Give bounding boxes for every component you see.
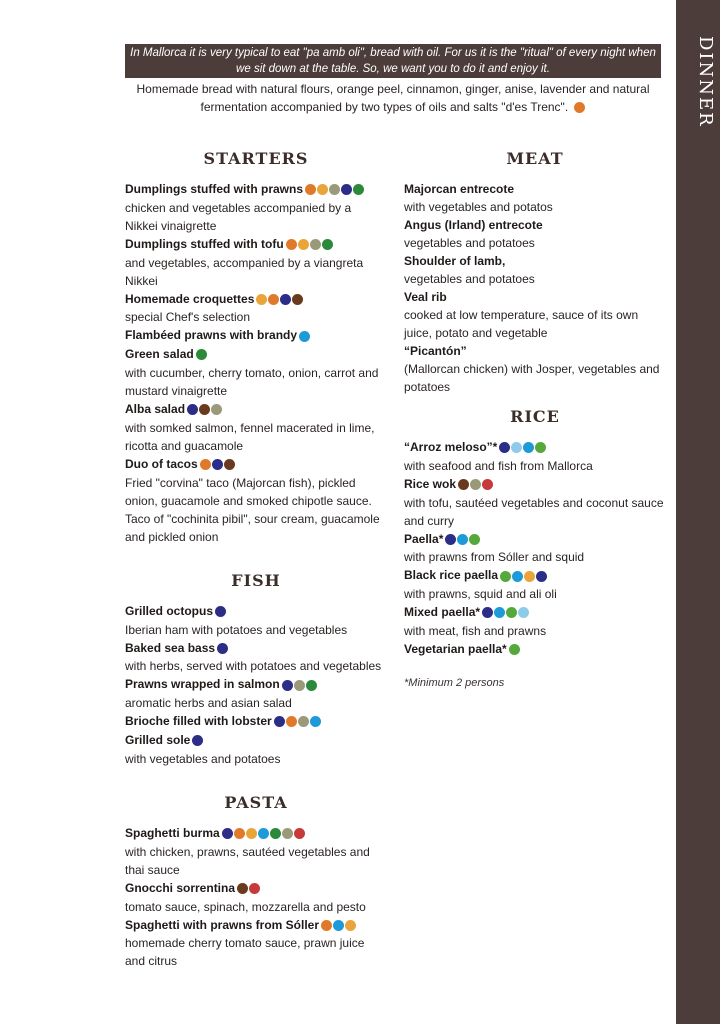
- item-name: [125, 290, 387, 309]
- soy-allergen-icon: [237, 883, 248, 894]
- menu-item: [404, 180, 666, 216]
- sulfite-allergen-icon: [518, 607, 529, 618]
- item-description: tomato sauce, spinach, mozzarella and pesto: [125, 899, 366, 914]
- item-name: [404, 640, 666, 659]
- celery-allergen-icon: [500, 571, 511, 582]
- fish-allergen-icon: [341, 184, 352, 195]
- section-title: MEAT: [506, 149, 564, 168]
- item-name: [125, 712, 387, 731]
- intro-allergen-icons: [574, 99, 586, 117]
- allergen-icons: [458, 476, 494, 494]
- allergen-icons: [282, 676, 318, 694]
- egg-allergen-icon: [353, 184, 364, 195]
- item-name-text: Brioche filled with lobster: [125, 714, 272, 729]
- item-description: homemade cherry tomato sauce, prawn juice and citrus: [125, 936, 365, 969]
- nuts-allergen-icon: [294, 680, 305, 691]
- item-name: [404, 475, 666, 494]
- item-name-text: Majorcan entrecote: [404, 182, 515, 196]
- item-description: with somked salmon, fennel macerated in lime, ricotta and guacamole: [125, 420, 375, 453]
- crustacean-allergen-icon: [524, 571, 535, 582]
- item-name-text: Shoulder of lamb,: [404, 254, 506, 268]
- section-pasta: [125, 790, 387, 970]
- item-description: with vegetables and potatoes: [125, 751, 281, 766]
- allergen-icons: [445, 530, 481, 548]
- menu-item: [125, 675, 387, 712]
- sulfite-allergen-icon: [511, 442, 522, 453]
- item-name-text: “Arroz meloso”*: [404, 440, 498, 454]
- section-rice: [404, 404, 666, 689]
- fish-allergen-icon: [217, 643, 228, 654]
- allergen-icons: [215, 603, 227, 621]
- nuts-allergen-icon: [282, 828, 293, 839]
- item-name-text: Gnocchi sorrentina: [125, 880, 236, 895]
- crustacean-allergen-icon: [246, 828, 257, 839]
- nuts-allergen-icon: [470, 479, 481, 490]
- item-name-text: Dumplings stuffed with prawns: [125, 182, 304, 196]
- intro-text: [125, 80, 661, 117]
- menu-item: [404, 566, 666, 603]
- allergen-icons: [256, 290, 304, 308]
- nuts-allergen-icon: [310, 239, 321, 250]
- section-title: FISH: [231, 570, 281, 590]
- allergen-icons: [299, 327, 311, 345]
- fish-allergen-icon: [215, 606, 226, 617]
- dairy-allergen-icon: [294, 828, 305, 839]
- item-name-text: Rice wok: [404, 476, 457, 491]
- item-description: with meat, fish and prawns: [404, 624, 547, 639]
- item-name: [125, 235, 387, 254]
- menu-item: [125, 400, 387, 455]
- fish-allergen-icon: [222, 828, 233, 839]
- menu-item: [125, 180, 387, 235]
- allergen-icons: [222, 825, 306, 843]
- section-fish: [125, 568, 387, 768]
- crustacean-allergen-icon: [298, 239, 309, 250]
- item-name-text: Duo of tacos: [125, 456, 198, 471]
- menu-item: [404, 438, 666, 475]
- menu-item: [125, 824, 387, 879]
- menu-item: [404, 216, 666, 252]
- celery-allergen-icon: [509, 644, 520, 655]
- egg-allergen-icon: [322, 239, 333, 250]
- soy-allergen-icon: [458, 479, 469, 490]
- allergen-icons: [217, 639, 229, 657]
- item-name: [125, 639, 387, 658]
- soy-allergen-icon: [199, 404, 210, 415]
- item-name-text: Spaghetti with prawns from Sóller: [125, 917, 320, 932]
- fish-allergen-icon: [482, 607, 493, 618]
- allergen-icons: [237, 880, 261, 898]
- dairy-allergen-icon: [249, 883, 260, 894]
- item-name-text: Green salad: [125, 347, 194, 362]
- fish-allergen-icon: [280, 294, 291, 305]
- mollusc-allergen-icon: [258, 828, 269, 839]
- allergen-icons: [305, 181, 365, 199]
- item-name: [404, 438, 666, 457]
- soy-allergen-icon: [224, 459, 235, 470]
- allergen-icons: [187, 401, 223, 419]
- item-name: [125, 455, 387, 474]
- item-name: [125, 916, 387, 935]
- allergen-icons: [286, 236, 334, 254]
- egg-allergen-icon: [196, 349, 207, 360]
- fish-allergen-icon: [445, 534, 456, 545]
- item-name: [125, 326, 387, 345]
- section-meat: [404, 146, 666, 396]
- crustacean-allergen-icon: [345, 920, 356, 931]
- menu-item: [125, 916, 387, 971]
- nuts-allergen-icon: [298, 716, 309, 727]
- nuts-allergen-icon: [211, 404, 222, 415]
- gluten-allergen-icon: [574, 102, 585, 113]
- item-name-text: Alba salad: [125, 402, 186, 417]
- mollusc-allergen-icon: [457, 534, 468, 545]
- mollusc-allergen-icon: [494, 607, 505, 618]
- item-description: with tofu, sautéed vegetables and coconut sauce and curry: [404, 495, 664, 528]
- item-name: [404, 180, 666, 198]
- item-name: [404, 252, 666, 270]
- mollusc-allergen-icon: [310, 716, 321, 727]
- gluten-allergen-icon: [305, 184, 316, 195]
- fish-allergen-icon: [212, 459, 223, 470]
- allergen-icons: [192, 732, 204, 750]
- gluten-allergen-icon: [321, 920, 332, 931]
- item-description: vegetables and potatoes: [404, 236, 535, 250]
- right-column: [404, 146, 666, 689]
- section-title: STARTERS: [203, 149, 309, 168]
- celery-allergen-icon: [506, 607, 517, 618]
- gluten-allergen-icon: [286, 239, 297, 250]
- mollusc-allergen-icon: [523, 442, 534, 453]
- item-name: [125, 824, 387, 843]
- item-name-text: Mixed paella*: [404, 605, 481, 620]
- fish-allergen-icon: [282, 680, 293, 691]
- egg-allergen-icon: [270, 828, 281, 839]
- item-name-text: Prawns wrapped in salmon: [125, 677, 280, 692]
- item-name-text: Homemade croquettes: [125, 291, 255, 306]
- menu-item: [404, 530, 666, 567]
- gluten-allergen-icon: [200, 459, 211, 470]
- item-name: [404, 603, 666, 622]
- celery-allergen-icon: [469, 534, 480, 545]
- menu-item: [125, 235, 387, 290]
- item-name-text: Paella*: [404, 531, 444, 546]
- menu-item: [125, 290, 387, 327]
- item-description: chicken and vegetables accompanied by a Nikkei vinaigrette: [125, 200, 352, 233]
- item-name: [125, 345, 387, 364]
- allergen-icons: [500, 567, 548, 585]
- item-description: with herbs, served with potatoes and vegetables: [125, 659, 382, 674]
- section-starters: [125, 146, 387, 546]
- section-title: PASTA: [224, 792, 288, 812]
- item-name: [404, 216, 666, 234]
- fish-allergen-icon: [187, 404, 198, 415]
- intro-text-body: Homemade bread with natural flours, orange peel, cinnamon, ginger, anise, lavender and natural fermentation accompanied by two types of oils and salts "d'es Trenc".: [136, 82, 650, 114]
- item-description: and vegetables, accompanied by a viangreta Nikkei: [125, 255, 364, 288]
- item-name: [125, 731, 387, 750]
- item-name: [404, 530, 666, 549]
- fish-allergen-icon: [536, 571, 547, 582]
- allergen-icons: [196, 346, 208, 364]
- item-name-text: Vegetarian paella*: [404, 642, 507, 657]
- item-description: with prawns, squid and ali oli: [404, 587, 557, 602]
- menu-item: [404, 342, 666, 396]
- item-name-text: Grilled sole: [125, 733, 191, 748]
- intro-highlight: In Mallorca it is very typical to eat "pa amb oli", bread with oil. For us it is the "ritual" of every night when we sit down at the table. So, we want you to do it and enjoy it.: [125, 44, 661, 78]
- menu-item: [125, 639, 387, 676]
- item-name: [125, 602, 387, 621]
- item-name: [404, 288, 666, 306]
- dairy-allergen-icon: [482, 479, 493, 490]
- crustacean-allergen-icon: [256, 294, 267, 305]
- allergen-icons: [274, 713, 322, 731]
- mollusc-allergen-icon: [299, 331, 310, 342]
- item-description: special Chef's selection: [125, 310, 251, 325]
- menu-item: [125, 879, 387, 916]
- menu-item: [404, 288, 666, 342]
- fish-allergen-icon: [192, 735, 203, 746]
- item-name-text: Black rice paella: [404, 568, 499, 583]
- menu-item: [125, 345, 387, 400]
- menu-item: [404, 640, 666, 659]
- minimum-note: *Minimum 2 persons: [404, 676, 505, 689]
- item-name-text: Grilled octopus: [125, 603, 214, 618]
- menu-item: [125, 731, 387, 768]
- mollusc-allergen-icon: [333, 920, 344, 931]
- menu-item: [404, 252, 666, 288]
- allergen-icons: [321, 916, 357, 934]
- item-name-text: Angus (Irland) entrecote: [404, 218, 543, 232]
- allergen-icons: [509, 641, 521, 659]
- egg-allergen-icon: [306, 680, 317, 691]
- gluten-allergen-icon: [286, 716, 297, 727]
- item-description: with cucumber, cherry tomato, onion, carrot and mustard vinaigrette: [125, 366, 379, 399]
- allergen-icons: [482, 604, 530, 622]
- menu-item: [125, 602, 387, 639]
- nuts-allergen-icon: [329, 184, 340, 195]
- item-description: (Mallorcan chicken) with Josper, vegetables and potatoes: [404, 362, 660, 394]
- item-description: with prawns from Sóller and squid: [404, 550, 585, 565]
- item-description: aromatic herbs and asian salad: [125, 696, 292, 711]
- section-title: RICE: [510, 407, 560, 426]
- item-name-text: Spaghetti burma: [125, 825, 220, 840]
- soy-allergen-icon: [292, 294, 303, 305]
- item-name-text: Dumplings stuffed with tofu: [125, 236, 284, 251]
- item-name-text: Flambéed prawns with brandy: [125, 328, 298, 343]
- item-description: with seafood and fish from Mallorca: [404, 458, 593, 473]
- crustacean-allergen-icon: [317, 184, 328, 195]
- gluten-allergen-icon: [234, 828, 245, 839]
- mollusc-allergen-icon: [512, 571, 523, 582]
- item-name-text: Veal rib: [404, 290, 447, 304]
- celery-allergen-icon: [535, 442, 546, 453]
- item-description: Fried "corvina" taco (Majorcan fish), pickled onion, guacamole and smoked chipotle sauce. Taco of "cochinita pibil", sour cream, guacamole and pickled onion: [125, 475, 380, 544]
- item-description: cooked at low temperature, sauce of its own juice, potato and vegetable: [404, 308, 639, 340]
- menu-item: [404, 603, 666, 640]
- menu-item: [404, 475, 666, 530]
- page-title: DINNER: [695, 36, 716, 128]
- allergen-icons: [499, 439, 547, 457]
- item-name: [125, 879, 387, 898]
- item-name-text: “Picantón”: [404, 344, 467, 358]
- allergen-icons: [200, 456, 236, 474]
- fish-allergen-icon: [274, 716, 285, 727]
- item-name: [125, 180, 387, 199]
- item-description: vegetables and potatoes: [404, 272, 535, 286]
- item-name: [404, 566, 666, 585]
- item-name-text: Baked sea bass: [125, 640, 216, 655]
- menu-item: [125, 326, 387, 345]
- item-description: with chicken, prawns, sautéed vegetables and thai sauce: [125, 844, 370, 877]
- gluten-allergen-icon: [268, 294, 279, 305]
- item-name: [125, 400, 387, 419]
- item-description: Iberian ham with potatoes and vegetables: [125, 622, 348, 637]
- menu-item: [125, 712, 387, 731]
- left-column: [125, 146, 387, 970]
- item-name: [404, 342, 666, 360]
- item-description: with vegetables and potatos: [404, 200, 553, 214]
- menu-item: [125, 455, 387, 546]
- item-name: [125, 675, 387, 694]
- fish-allergen-icon: [499, 442, 510, 453]
